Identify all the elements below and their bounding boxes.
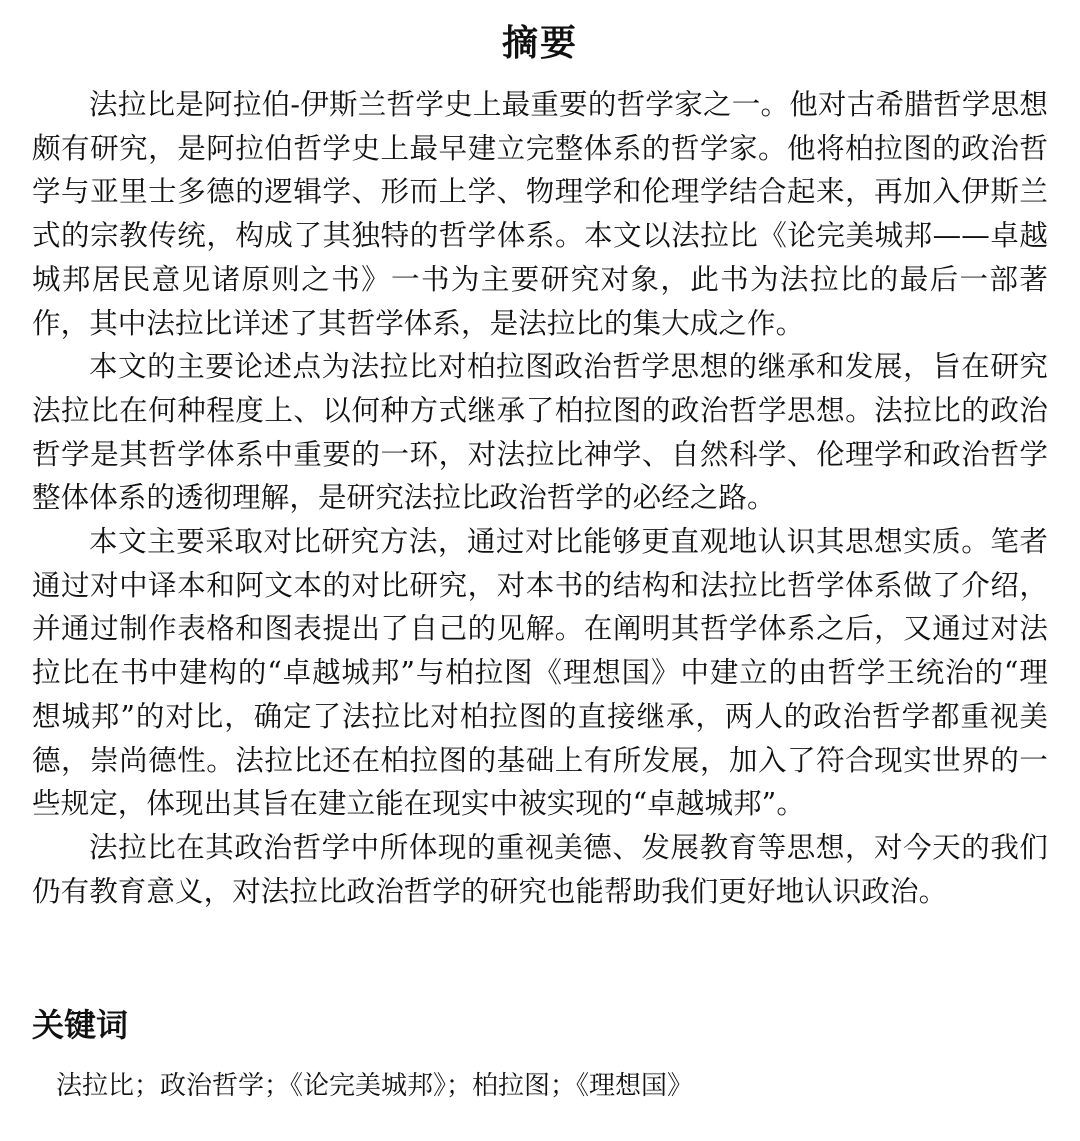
- abstract-body: [32, 83, 1048, 913]
- abstract-paragraph-4: 法拉比在其政治哲学中所体现的重视美德、发展教育等思想，对今天的我们仍有教育意义，对法拉比政治哲学的研究也能帮助我们更好地认识政治。: [32, 830, 1048, 908]
- keywords-list: 法拉比；政治哲学；《论完美城邦》；柏拉图；《理想国》: [56, 1071, 694, 1101]
- abstract-title: 摘要: [501, 23, 578, 64]
- abstract-paragraph-3: 本文主要采取对比研究方法，通过对比能够更直观地认识其思想实质。笔者通过对中译本和阿文本的对比研究，对本书的结构和法拉比哲学体系做了介绍，并通过制作表格和图表提出了自己的见解。在阐明其哲学体系之后，又通过对法拉比在书中建构的“卓越城邦”与柏拉图《理想国》中建立的由哲学王统治的“理想城邦”的对比，确定了法拉比对柏拉图的直接继承，两人的政治哲学都重视美德，崇尚德性。法拉比还在柏拉图的基础上有所发展，加入了符合现实世界的一些规定，体现出其旨在建立能在现实中被实现的“卓越城邦”。: [32, 525, 1048, 821]
- keywords-heading: 关键词: [32, 1006, 129, 1044]
- abstract-paragraph-1: 法拉比是阿拉伯-伊斯兰哲学史上最重要的哲学家之一。他对古希腊哲学思想颇有研究，是阿拉伯哲学史上最早建立完整体系的哲学家。他将柏拉图的政治哲学与亚里士多德的逻辑学、形而上学、物理学和伦理学结合起来，再加入伊斯兰式的宗教传统，构成了其独特的哲学体系。本文以法拉比《论完美城邦——卓越城邦居民意见诸原则之书》一书为主要研究对象，此书为法拉比的最后一部著作，其中法拉比详述了其哲学体系，是法拉比的集大成之作。: [32, 88, 1048, 340]
- abstract-paragraph-2: 本文的主要论述点为法拉比对柏拉图政治哲学思想的继承和发展，旨在研究法拉比在何种程度上、以何种方式继承了柏拉图的政治哲学思想。法拉比的政治哲学是其哲学体系中重要的一环，对法拉比神学、自然科学、伦理学和政治哲学整体体系的透彻理解，是研究法拉比政治哲学的必经之路。: [32, 350, 1048, 515]
